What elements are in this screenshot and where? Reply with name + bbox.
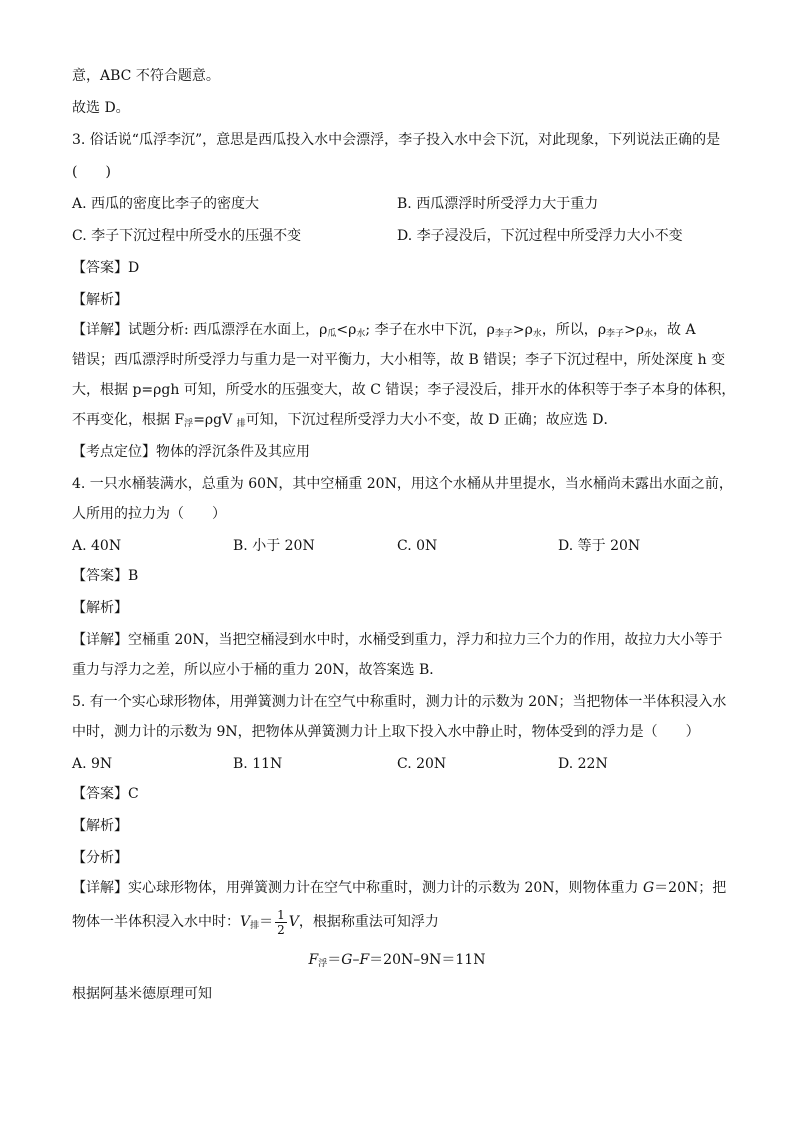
q4-stem-line2: 人所用的拉力为（ ） bbox=[72, 506, 226, 522]
q3-option-b: B. 西瓜漂浮时所受浮力大于重力 bbox=[397, 196, 599, 212]
q3-detail-line1: 【详解】试题分析: 西瓜漂浮在水面上，$\rho_瓜<\rho_水$; 李子在水中下沉，$\rho_{李子}>\rho_水$，所以，$\rho_{李子}>\rho_水$，故 A bbox=[72, 322, 696, 339]
q3-stem: 3. 俗话说“瓜浮李沉”，意思是西瓜投入水中会漂浮，李子投入水中会下沉，对此现象，下列说法正确的是 bbox=[72, 132, 721, 148]
q3-exam-point: 【考点定位】物体的浮沉条件及其应用 bbox=[72, 444, 310, 460]
q3-option-d: D. 李子浸没后，下沉过程中所受浮力大小不变 bbox=[397, 228, 683, 244]
q5-stem-line2: 中时，测力计的示数为 9N，把物体从弹簧测力计上取下投入水中静止时，物体受到的浮力是（ ） bbox=[72, 724, 700, 740]
q4-detail-line1: 【详解】空桶重 20N，当把空桶浸到水中时，水桶受到重力，浮力和拉力三个力的作用，故拉力大小等于 bbox=[72, 632, 723, 648]
q3-detail-line4: 不再变化，根据 $F_浮=\rho gV$ $_排$可知，下沉过程所受浮力大小不变，故 D 正确；故应选 D． bbox=[72, 412, 618, 429]
q3-answer: 【答案】D bbox=[72, 260, 140, 276]
q4-option-a: A. 40N bbox=[72, 538, 122, 554]
q3-detail-line3: 大，根据 p=ρgh 可知，所受水的压强变大，故 C 错误；李子浸没后，排开水的体积等于李子本身的体积， bbox=[72, 382, 736, 398]
q5-option-c: C. 20N bbox=[397, 756, 447, 772]
q5-fenxi-label: 【分析】 bbox=[72, 850, 128, 866]
q5-option-d: D. 22N bbox=[558, 756, 608, 772]
q5-stem-line1: 5. 有一个实心球形物体，用弹簧测力计在空气中称重时，测力计的示数为 20N；当把物体一半体积浸入水 bbox=[72, 694, 727, 710]
q4-option-d: D. 等于 20N bbox=[558, 538, 641, 554]
q5-detail-line2: 物体一半体积浸入水中时：$V_排=$ $\frac{1}{2}$ V，根据称重法可知浮力 bbox=[72, 907, 439, 937]
prev-answer-tail: 意，ABC 不符合题意。 bbox=[72, 68, 220, 84]
q3-detail-line2: 错误；西瓜漂浮时所受浮力与重力是一对平衡力，大小相等，故 B 错误；李子下沉过程中，所处深度 h 变 bbox=[72, 352, 726, 368]
prev-choose: 故选 D。 bbox=[72, 100, 130, 116]
q5-detail-line3: 根据阿基米德原理可知 bbox=[72, 986, 212, 1002]
q5-option-a: A. 9N bbox=[72, 756, 113, 772]
q3-bracket: ( ) bbox=[72, 164, 111, 180]
q4-option-b: B. 小于 20N bbox=[233, 538, 315, 554]
half-fraction: $\frac{1}{2}$ bbox=[277, 907, 285, 937]
q3-option-c: C. 李子下沉过程中所受水的压强不变 bbox=[72, 228, 302, 244]
q3-analysis-label: 【解析】 bbox=[72, 292, 128, 308]
q4-option-c: C. 0N bbox=[397, 538, 438, 554]
q5-detail-line1: 【详解】实心球形物体，用弹簧测力计在空气中称重时，测力计的示数为 20N，则物体重力 G＝20N；把 bbox=[72, 880, 727, 896]
q4-answer: 【答案】B bbox=[72, 568, 139, 584]
q5-option-b: B. 11N bbox=[233, 756, 283, 772]
q4-analysis-label: 【解析】 bbox=[72, 600, 128, 616]
q5-analysis-label: 【解析】 bbox=[72, 818, 128, 834]
q5-answer: 【答案】C bbox=[72, 786, 139, 802]
q5-formula: $F_浮=G-F=20N-9N=11N$ bbox=[308, 952, 486, 969]
q4-detail-line2: 重力与浮力之差，所以应小于桶的重力 20N，故答案选 B． bbox=[72, 662, 444, 678]
q4-stem-line1: 4. 一只水桶装满水，总重为 60N，其中空桶重 20N，用这个水桶从井里提水，当水桶尚未露出水面之前， bbox=[72, 476, 733, 492]
q3-option-a: A. 西瓜的密度比李子的密度大 bbox=[72, 196, 260, 212]
